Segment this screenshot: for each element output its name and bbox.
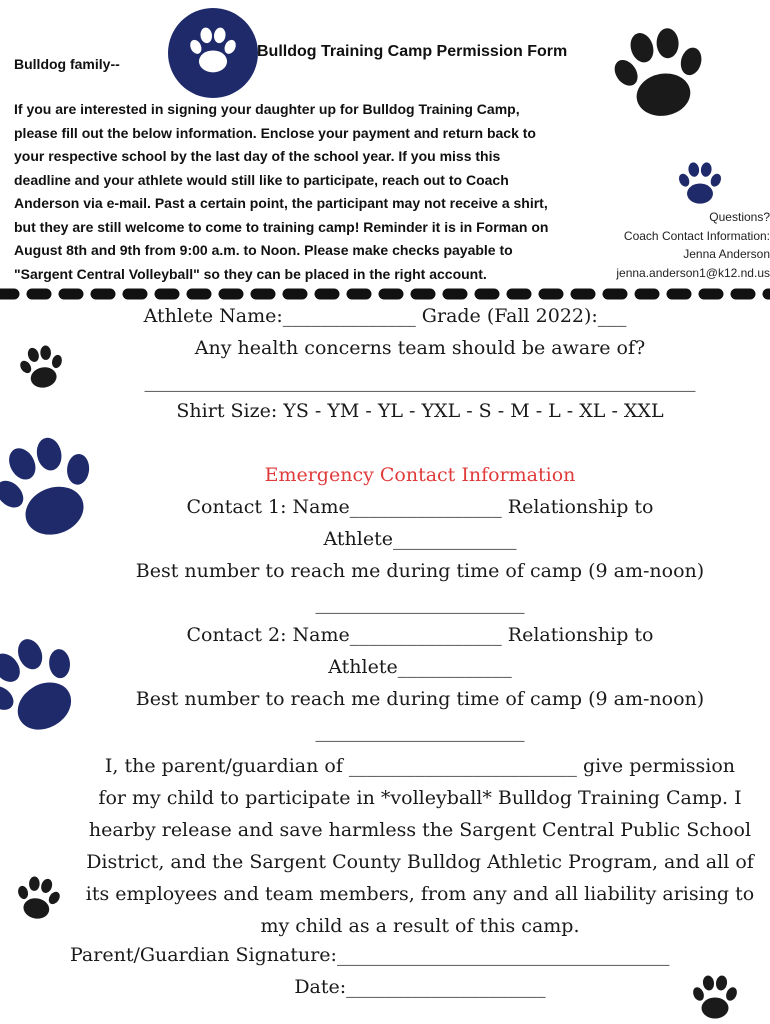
greeting: Bulldog family-- xyxy=(14,56,120,72)
contact1-phone-field[interactable]: ______________________ xyxy=(315,592,525,614)
form-title: Bulldog Training Camp Permission Form xyxy=(257,43,568,60)
contact-label: Coach Contact Information: xyxy=(623,228,770,243)
signature-field[interactable]: Parent/Guardian Signature:___________________________________ xyxy=(70,944,670,966)
header-paw-logo xyxy=(168,8,258,98)
dashed-divider xyxy=(0,286,770,302)
contact1-athlete-field[interactable]: Athlete_____________ xyxy=(323,528,517,550)
legal-line: hearby release and save harmless the Sargent Central Public School xyxy=(88,819,752,841)
health-concerns-field[interactable]: __________________________________________________________ xyxy=(144,370,696,392)
liability-release xyxy=(0,750,770,942)
questions-label: Questions? xyxy=(709,210,770,224)
coach-contact-block xyxy=(570,208,770,282)
intro-line: August 8th and 9th from 9:00 a.m. to Noon. Please make checks payable to xyxy=(14,242,513,258)
legal-line: for my child to participate in *volleyball* Bulldog Training Camp. I xyxy=(98,787,742,809)
intro-line: your respective school by the last day of the school year. If you miss this xyxy=(14,148,501,164)
intro-line: "Sargent Central Volleyball" so they can be placed in the right account. xyxy=(14,265,487,282)
health-concerns-label: Any health concerns team should be aware of? xyxy=(194,337,646,359)
intro-paragraph xyxy=(14,98,604,286)
date-field[interactable]: Date:_____________________ xyxy=(294,976,546,998)
legal-line[interactable]: I, the parent/guardian of ________________________ give permission xyxy=(104,755,736,777)
intro-line: please fill out the below information. Enclose your payment and return back to xyxy=(14,124,536,141)
contact1-name-field[interactable]: Contact 1: Name________________ Relationship to xyxy=(186,496,654,518)
legal-line: its employees and team members, from any and all liability arising to xyxy=(85,883,755,905)
athlete-name-grade-field[interactable]: Athlete Name:______________ Grade (Fall 2022):___ xyxy=(143,305,627,327)
intro-line: Anderson via e-mail. Past a certain point, the participant may not receive a shirt, xyxy=(14,195,548,211)
legal-line: District, and the Sargent County Bulldog Athletic Program, and all of xyxy=(86,851,754,873)
contact2-phone-field[interactable]: ______________________ xyxy=(315,720,525,742)
intro-line: but they are still welcome to come to training camp! Reminder it is in Forman on xyxy=(14,218,549,235)
intro-line: deadline and your athlete would still like to participate, reach out to Coach xyxy=(14,171,509,188)
paw-icon xyxy=(610,20,710,130)
contact2-athlete-field[interactable]: Athlete____________ xyxy=(328,656,512,678)
intro-line: If you are interested in signing your daughter up for Bulldog Training Camp, xyxy=(14,101,520,117)
shirt-size-options[interactable]: Shirt Size: YS - YM - YL - YXL - S - M - L - XL - XXL xyxy=(176,400,664,422)
contact2-name-field[interactable]: Contact 2: Name________________ Relationship to xyxy=(186,624,654,646)
legal-line: my child as a result of this camp. xyxy=(260,915,580,937)
paw-icon xyxy=(676,158,724,210)
emergency-heading: Emergency Contact Information xyxy=(264,464,576,486)
coach-email[interactable]: jenna.anderson1@k12.nd.us xyxy=(616,265,770,280)
contact2-phone-label: Best number to reach me during time of camp (9 am-noon) xyxy=(135,688,705,710)
contact1-phone-label: Best number to reach me during time of camp (9 am-noon) xyxy=(135,560,705,582)
coach-name: Jenna Anderson xyxy=(683,247,770,261)
